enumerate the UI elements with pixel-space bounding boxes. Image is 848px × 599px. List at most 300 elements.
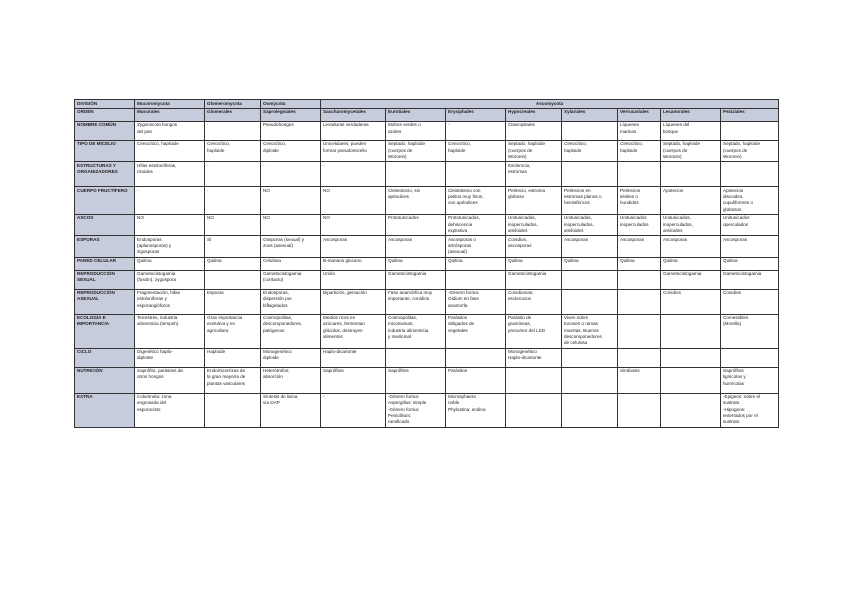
cell-line: Haplo-dicarionte (508, 355, 542, 361)
table-cell (205, 162, 261, 187)
cell-line: enterrados por el (723, 413, 758, 419)
table-cell (562, 314, 618, 348)
cell-line: bosque (663, 128, 679, 134)
table-cell (721, 393, 779, 427)
cell-line: Penicillium: (388, 413, 412, 419)
table-cell (506, 187, 562, 215)
cell-line: agricultura (207, 327, 229, 333)
cell-line: amiloides (663, 227, 683, 233)
cell-line: lignícolas y (723, 374, 746, 380)
row-header: EXTRA (75, 393, 135, 427)
cell-line: Phylostina: endina (448, 406, 486, 412)
table-cell (135, 270, 205, 289)
table-cell (135, 257, 205, 270)
table-cell (321, 108, 386, 121)
table-cell (618, 121, 661, 140)
cell-line: vegetales (448, 327, 468, 333)
cell-line: -Género forma: (388, 406, 420, 412)
table-cell (446, 289, 506, 314)
cell-line: Woronin) (388, 153, 407, 159)
cell-line: del pan (137, 128, 153, 134)
cell-line: Cleistotecio, sin (388, 187, 421, 193)
cell-line: Fase anamórfica muy (388, 290, 433, 296)
cell-line: Gametocistogamia (723, 271, 762, 277)
table-row (75, 121, 779, 140)
table-cell (562, 289, 618, 314)
cell-line: descomponedores (564, 334, 602, 340)
table-cell (321, 257, 386, 270)
cell-line: Unitunicados, (508, 215, 536, 221)
row-header: ESTRUCTURAS Y ORGANIZADORES (75, 162, 135, 187)
cell-line: NO (263, 215, 270, 221)
cell-line: haploide (620, 147, 638, 153)
cell-line: amiloides (508, 227, 528, 233)
cell-line: Ascosporas (663, 236, 688, 242)
table-cell (721, 108, 779, 121)
cell-line: Quitina (564, 258, 579, 264)
table-cell (205, 214, 261, 235)
cell-line: Peziziales (723, 109, 745, 115)
table-cell (506, 121, 562, 140)
cell-line: ascosporas (508, 243, 532, 249)
table-cell (446, 214, 506, 235)
table-row (75, 187, 779, 215)
cell-line: Glomerales (207, 109, 233, 115)
table-cell (618, 367, 661, 393)
cell-line: Ascosporas (323, 236, 348, 242)
row-header: REPRODUCCIÓN SEXUAL (75, 270, 135, 289)
cell-line: Quitina (663, 258, 678, 264)
table-row (75, 270, 779, 289)
cell-line: Cenocítico, (448, 141, 471, 147)
cell-line: Conidiomas, (508, 290, 534, 296)
cell-line: Unión (323, 271, 336, 277)
cell-line: Esclerocio, (508, 162, 531, 168)
table-cell (205, 367, 261, 393)
table-cell (261, 108, 321, 121)
table-cell (321, 121, 386, 140)
table-cell (321, 236, 386, 257)
cell-line: - (207, 394, 209, 400)
cell-line: - (448, 122, 450, 128)
cell-line: Gametocistogamia (663, 271, 702, 277)
table-cell (618, 257, 661, 270)
table-cell (721, 162, 779, 187)
cell-line: biflagelados (263, 302, 288, 308)
division-ascomycota (321, 100, 779, 109)
table-cell (205, 187, 261, 215)
table-cell (261, 187, 321, 215)
cell-line: Ascosporas (620, 236, 645, 242)
cell-line: Septado, haploide (508, 141, 546, 147)
table-cell (386, 393, 446, 427)
cell-line: NO (263, 187, 270, 193)
table-cell (205, 108, 261, 121)
cell-line: sustrato (723, 400, 740, 406)
cell-line: Oosporas (sexual) y (263, 236, 305, 242)
table-cell (562, 348, 618, 367)
cell-line: Woronin) (723, 153, 742, 159)
table-cell (661, 257, 721, 270)
table-cell (618, 214, 661, 235)
fungi-classification-table (74, 99, 779, 428)
cell-line: Aspergillus: simple (388, 400, 427, 406)
cell-line: Woronin) (508, 153, 527, 159)
cell-line: Septado, haploide (663, 141, 701, 147)
table-cell (386, 162, 446, 187)
table-cell (205, 121, 261, 140)
division-oomycota: Oomycota (261, 100, 321, 109)
cell-line: Comestibles (723, 315, 749, 321)
cell-line: Mucorales (137, 109, 160, 115)
cell-line: -Género forma: (388, 394, 420, 400)
cell-line: Esporas (207, 290, 224, 296)
cell-line: sustrato (723, 419, 740, 425)
table-cell (261, 348, 321, 367)
table-cell (562, 270, 618, 289)
cell-line: hemisféricos (564, 200, 590, 206)
table-cell (446, 140, 506, 161)
cell-line: esporangióforos (137, 302, 170, 308)
cell-line: pelitos muy finos, (448, 193, 484, 199)
cell-line: alimenticia (tempeh) (137, 321, 179, 327)
cell-line: Mohos verdes o (388, 122, 421, 128)
table-cell (721, 289, 779, 314)
table-cell (261, 393, 321, 427)
cell-line: - (323, 394, 325, 400)
cell-line: (fusión), zygospora (137, 277, 177, 283)
cell-line: vía DAP (263, 400, 280, 406)
row-header: REPRODUCCIÓN ASEXUAL (75, 289, 135, 314)
cell-line: estromas planos o (564, 193, 602, 199)
division-label: DIVISIÓN (75, 100, 135, 109)
cell-line: Medios ricos en (323, 315, 356, 321)
table-cell (446, 348, 506, 367)
table-cell (661, 289, 721, 314)
table-cell (135, 289, 205, 314)
table-cell (618, 348, 661, 367)
cell-line: Cenocítico, (564, 141, 587, 147)
table-cell (506, 257, 562, 270)
cell-line: - (207, 162, 209, 168)
table-row (75, 108, 779, 121)
cell-line: con apéndices (448, 200, 478, 206)
table-cell (618, 187, 661, 215)
cell-line: Prototunicados (388, 215, 419, 221)
cell-line: -Género forma: (448, 290, 480, 296)
cell-line: absorción (263, 374, 283, 380)
cell-line: humícolas (723, 380, 744, 386)
table-cell (135, 187, 205, 215)
table-cell (506, 162, 562, 187)
cell-line: haploide (564, 147, 582, 153)
cell-line: Lecanorales (663, 109, 690, 115)
table-cell (261, 257, 321, 270)
table-cell (721, 270, 779, 289)
row-header: TIPO DE MICELIO (75, 140, 135, 161)
cell-line: precursor del LSD (508, 327, 546, 333)
cell-line: Fragmentación, hifas (137, 290, 180, 296)
table-cell (562, 108, 618, 121)
table-cell (506, 367, 562, 393)
cell-line: gramíneas, (508, 321, 531, 327)
cell-line: inoperculados, (564, 221, 594, 227)
cell-line: NO (137, 215, 144, 221)
cell-line: Septado, haploide (388, 141, 426, 147)
table-cell (205, 140, 261, 161)
cell-line: la gran mayoría de (207, 374, 246, 380)
table-cell (321, 348, 386, 367)
table-cell (261, 214, 321, 235)
cell-line: - (323, 162, 325, 168)
cell-line: Peritecio, estroma (508, 187, 546, 193)
table-cell (321, 367, 386, 393)
cell-line: rizoides (137, 168, 153, 174)
cell-line: inoperculados (620, 221, 649, 227)
table-row (75, 162, 779, 187)
table-cell (618, 108, 661, 121)
cell-line: Gametocistogamia (508, 271, 547, 277)
cell-line: Unicelulares, pueden (323, 141, 367, 147)
cell-line: Viven sobre (564, 315, 589, 321)
table-cell (562, 367, 618, 393)
cell-line: Apotecios (663, 187, 684, 193)
cell-line: esclerocios (508, 296, 531, 302)
cell-line: Hifas estoloníferas, (137, 162, 177, 168)
cell-line: Woronin) (663, 153, 682, 159)
table-cell (661, 214, 721, 235)
cell-line: tocones o ramas (564, 321, 598, 327)
table-cell (261, 140, 321, 161)
cell-line: Quitina (448, 258, 463, 264)
cell-line: globoso (508, 193, 525, 199)
table-cell (446, 162, 506, 187)
cell-line: Haplo-dicarionte (323, 349, 357, 355)
division-mucoromycota: Mucoromycota (135, 100, 205, 109)
cell-line: inoperculados, (663, 221, 693, 227)
cell-line: azules (388, 128, 402, 134)
table-cell (506, 140, 562, 161)
cell-line: Eurotiales (388, 109, 411, 115)
table-cell (135, 367, 205, 393)
table-cell (661, 393, 721, 427)
cell-line: (aplanosporas) y (137, 243, 172, 249)
table-cell (618, 270, 661, 289)
cell-line: diploide (263, 147, 279, 153)
table-cell (562, 257, 618, 270)
table-cell (446, 314, 506, 348)
table-cell (446, 108, 506, 121)
cell-line: - (207, 187, 209, 193)
cell-line: Conidios (723, 290, 741, 296)
table-cell (562, 214, 618, 235)
division-ascomycota-label: Ascomycota (535, 100, 564, 106)
cell-line: de celulosa (564, 340, 588, 346)
cell-line: Simbiosis (620, 368, 640, 374)
cell-line: B-manano glucano (323, 258, 362, 264)
cell-line: Endosporas (137, 236, 162, 242)
cell-line: Unitunicados, (663, 215, 691, 221)
cell-line: Ascosporas (564, 236, 589, 242)
table-cell (506, 108, 562, 121)
cell-line: descomponedores, (263, 321, 303, 327)
cell-line: Verrucariales (620, 109, 649, 115)
cell-line: ramificado (388, 419, 410, 425)
cell-line: hundidos (620, 200, 639, 206)
cell-line: Erysiphales (448, 109, 474, 115)
cell-line: Líquenes del (663, 122, 690, 128)
cell-line: Levaduras verdaderas (323, 122, 369, 128)
cell-line: diploide (263, 355, 279, 361)
cell-line: (cuerpos de (663, 147, 688, 153)
table-cell (446, 270, 506, 289)
cell-line: Quitina (620, 258, 635, 264)
cell-line: Endosporas, (263, 290, 289, 296)
cell-line: Gametocistogamia (263, 271, 302, 277)
table-row (75, 214, 779, 235)
row-header: CUERPO FRUCTÍFERO (75, 187, 135, 215)
cell-line: sésiles o (620, 193, 638, 199)
table-cell (386, 214, 446, 235)
cell-line: azúcares, fermentan (323, 321, 365, 327)
table-cell (661, 187, 721, 215)
table-cell (562, 187, 618, 215)
cell-line: Quitina (723, 258, 738, 264)
cell-line: Parásito de (508, 315, 532, 321)
cell-line: diplonte (137, 355, 154, 361)
table-cell (446, 121, 506, 140)
table-cell (261, 289, 321, 314)
table-cell (562, 162, 618, 187)
table-cell (618, 393, 661, 427)
table-cell (721, 257, 779, 270)
cell-line: Saprófito, parásitos de (137, 368, 183, 374)
table-cell (661, 348, 721, 367)
table-cell (205, 314, 261, 348)
table-cell (446, 236, 506, 257)
cell-line: Conidios, (508, 236, 528, 242)
cell-line: Cosmopolitas, (263, 315, 293, 321)
cell-line: anamorfa (448, 302, 468, 308)
table-cell (386, 140, 446, 161)
cell-line: discoides, (723, 193, 744, 199)
table-cell (261, 236, 321, 257)
table-cell (506, 314, 562, 348)
table-cell (205, 393, 261, 427)
row-header: ORDEN (75, 108, 135, 121)
table-cell (321, 214, 386, 235)
cell-line: engrosada del (137, 400, 167, 406)
cell-line: Monogenético (508, 349, 537, 355)
cell-line: Terrestres, industria (137, 315, 178, 321)
cell-line: Peritecios en (564, 187, 591, 193)
table-cell (661, 314, 721, 348)
table-cell (661, 140, 721, 161)
division-header-row (75, 100, 779, 109)
cell-line: patógenos (263, 327, 285, 333)
row-header: ASCOS (75, 214, 135, 235)
table-row (75, 257, 779, 270)
cell-line: Cleistotecio con (448, 187, 481, 193)
table-cell (618, 162, 661, 187)
cell-line: Quitina (508, 258, 523, 264)
cell-line: muertas. Buenos (564, 327, 599, 333)
table-cell (562, 236, 618, 257)
cell-line: Gametocistogamia (388, 271, 427, 277)
table-cell (135, 393, 205, 427)
table-cell (661, 108, 721, 121)
table-cell (135, 314, 205, 348)
table-cell (261, 121, 321, 140)
table-row (75, 236, 779, 257)
cell-line: artrósporas (448, 243, 472, 249)
table-cell (506, 348, 562, 367)
cell-line: operculados (723, 221, 749, 227)
cell-line: Gran importancia (207, 315, 243, 321)
cell-line: Septado, haploide (723, 141, 761, 147)
cell-line: cupuliformes o (723, 200, 753, 206)
cell-line: apéndices (388, 193, 409, 199)
cell-line: Zygomicota hongos (137, 122, 178, 128)
cell-line: importante, conidios (388, 296, 430, 302)
table-cell (661, 367, 721, 393)
table-cell (562, 140, 618, 161)
cell-line: Apotecios (723, 187, 744, 193)
cell-line: Bipartición, gemación (323, 290, 367, 296)
table-cell (618, 314, 661, 348)
cell-line: - (263, 162, 265, 168)
table-cell (506, 236, 562, 257)
cell-line: Unitunicados (723, 215, 750, 221)
cell-line: Pseudohongos (263, 122, 294, 128)
cell-line: Clavicipitales (508, 122, 535, 128)
cell-line: Saprolegniales (263, 109, 296, 115)
table-cell (721, 348, 779, 367)
cell-line: Heterótrofos; (263, 368, 290, 374)
cell-line: Microsphaera (448, 394, 476, 400)
cell-line: Monogenético (263, 349, 292, 355)
cell-line: Peritecios (620, 187, 641, 193)
table-cell (721, 236, 779, 257)
cell-line: Columnela: zona (137, 394, 172, 400)
row-header: PARED CELULAR (75, 257, 135, 270)
table-cell (321, 270, 386, 289)
table-cell (135, 348, 205, 367)
table-row (75, 289, 779, 314)
table-row (75, 348, 779, 367)
table-cell (506, 393, 562, 427)
table-cell (721, 314, 779, 348)
table-cell (205, 289, 261, 314)
cell-line: estoloníferas y (137, 296, 167, 302)
cell-line: noble (448, 400, 460, 406)
table-cell (618, 289, 661, 314)
table-cell (661, 236, 721, 257)
table-row (75, 314, 779, 348)
cell-line: Cenocítico, (263, 141, 286, 147)
cell-line: evolutiva y en (207, 321, 236, 327)
row-header: ECOLOGÍA E IMPORTANCIA (75, 314, 135, 348)
cell-line: Saprófitos (723, 368, 744, 374)
table-cell (661, 270, 721, 289)
table-cell (261, 367, 321, 393)
classification-table-container (74, 99, 778, 428)
cell-line: NO (207, 215, 214, 221)
table-cell (261, 162, 321, 187)
table-cell (386, 270, 446, 289)
cell-line: SÍ (207, 236, 212, 242)
cell-line: (cuerpos de (388, 147, 413, 153)
